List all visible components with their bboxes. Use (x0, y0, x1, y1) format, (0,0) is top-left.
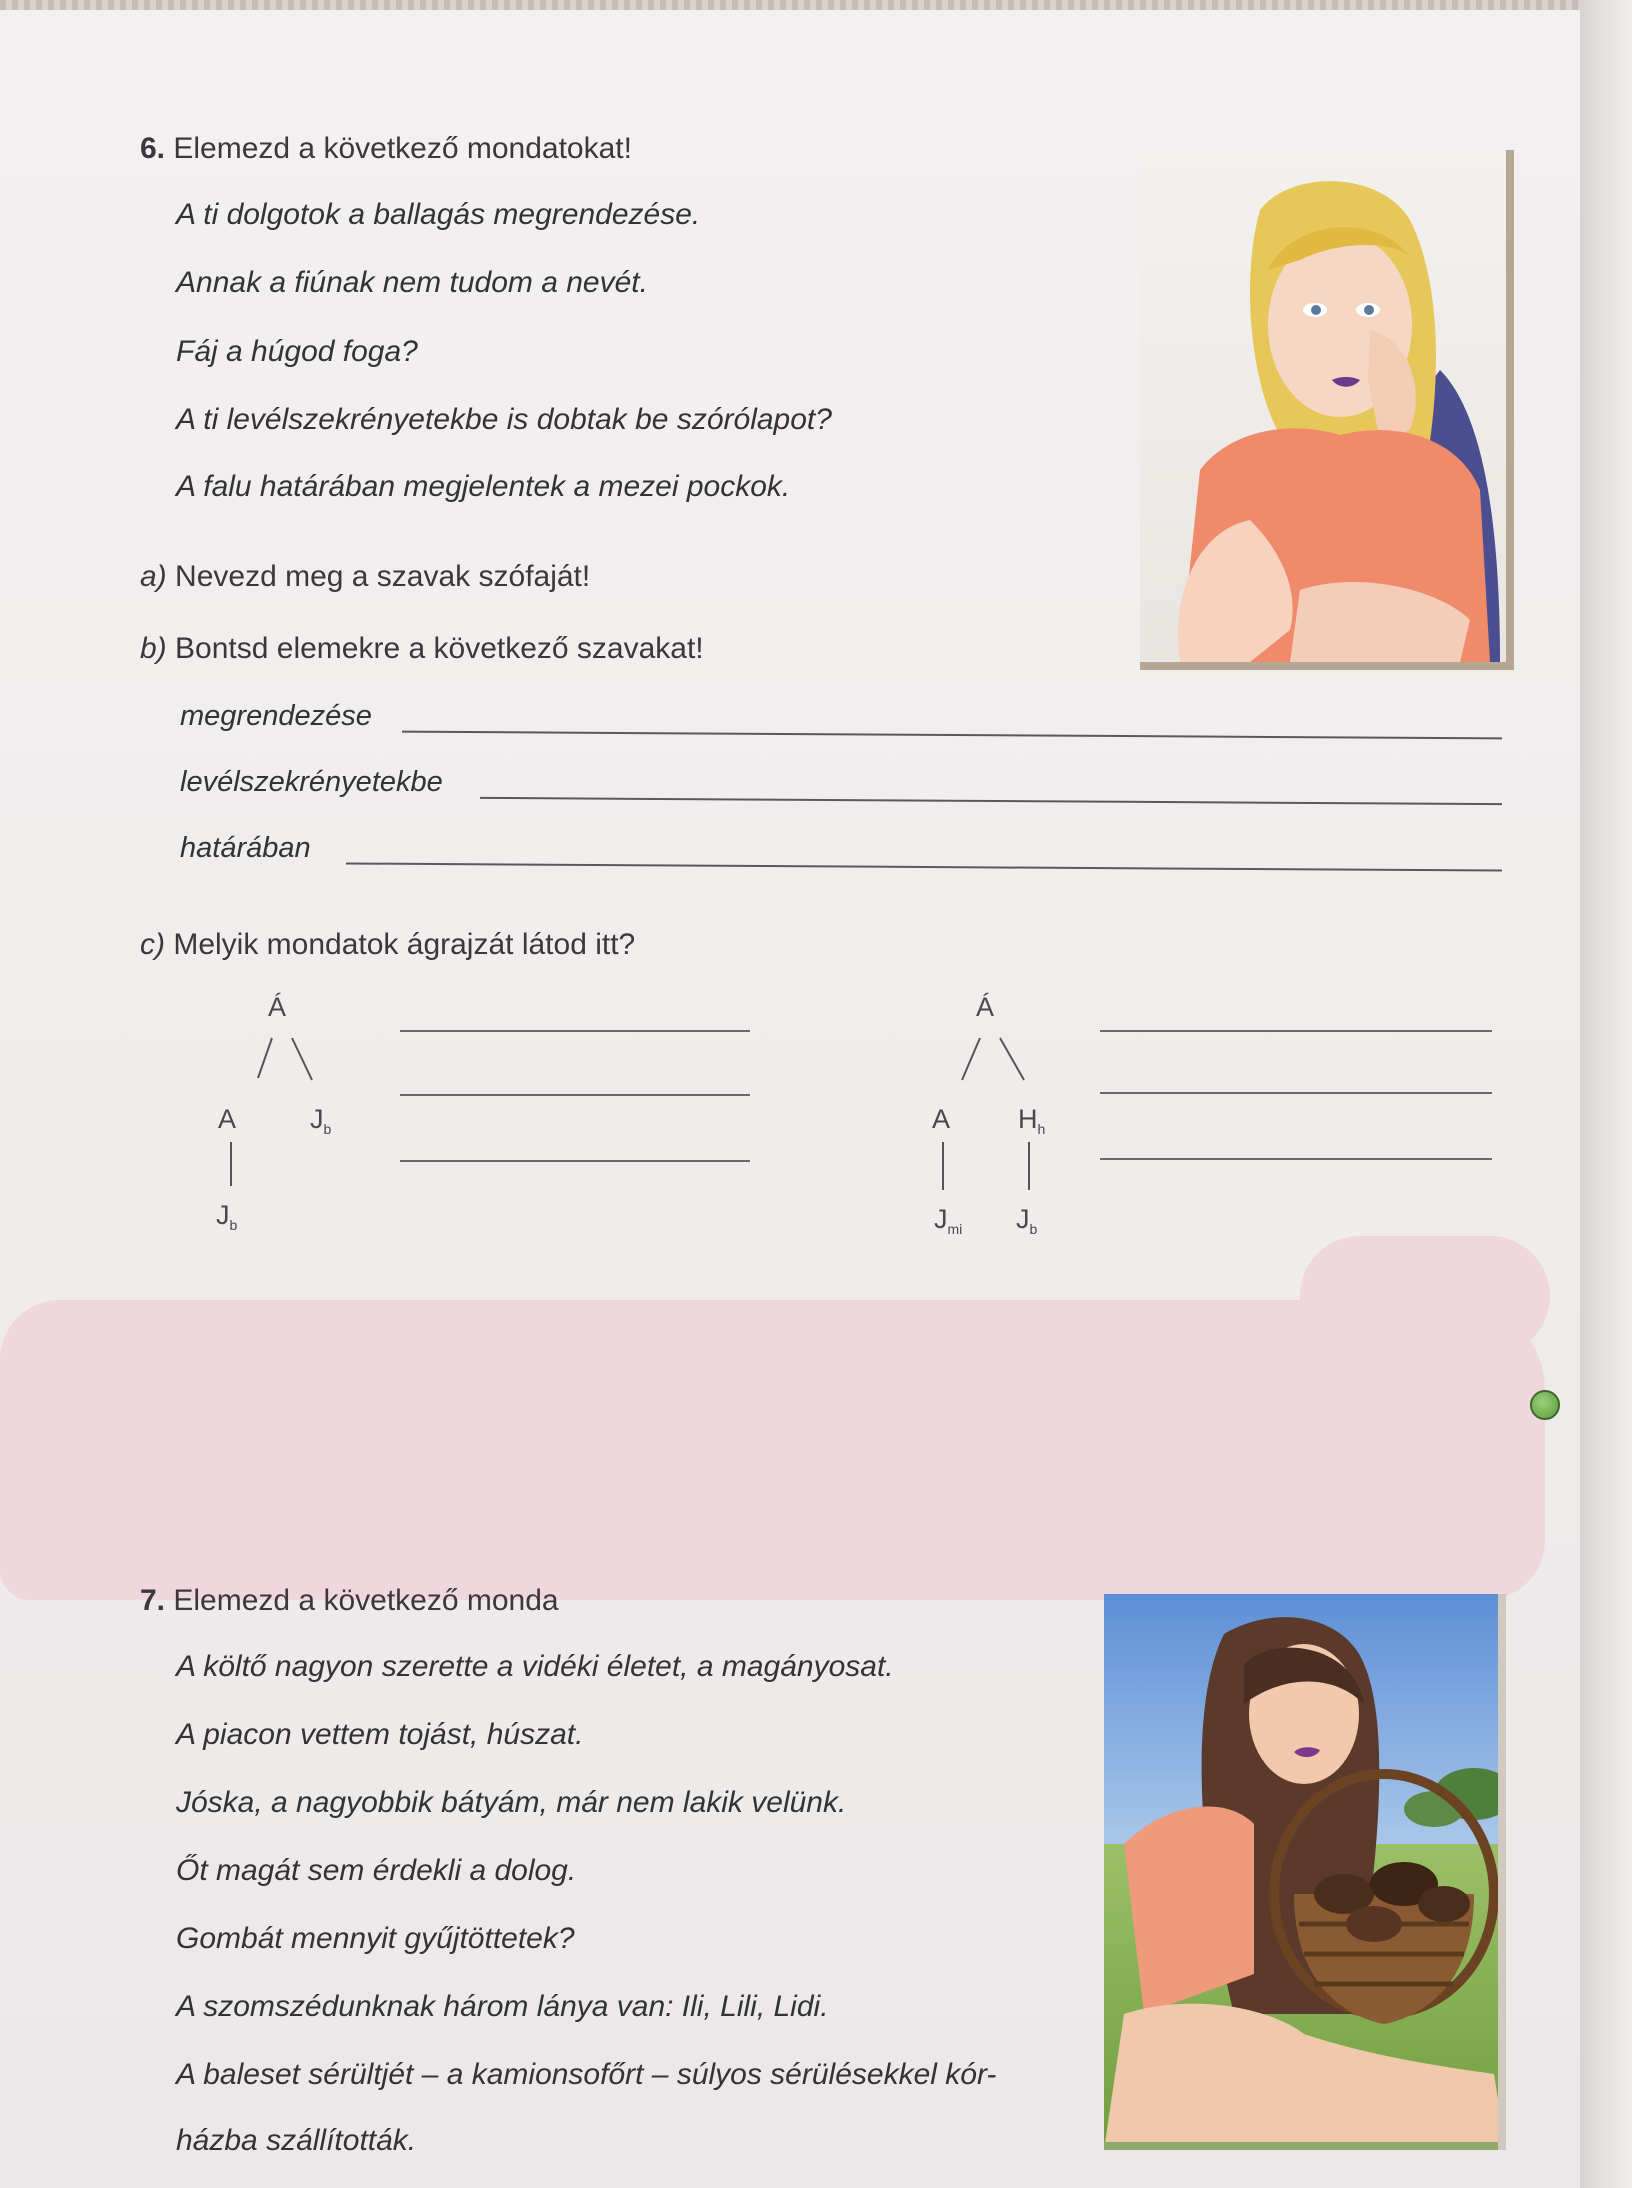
tree2-answer-line[interactable] (1100, 1158, 1492, 1160)
ex6-sentence: A ti levélszekrényetekbe is dobtak be szórólapot? (176, 403, 832, 436)
tree-branches (230, 1018, 340, 1088)
ex7-number: 7. (140, 1584, 166, 1617)
ex6-task-c (140, 928, 635, 962)
redaction-overlay (1300, 1236, 1550, 1356)
answer-line[interactable] (480, 797, 1502, 805)
tree-node-below-left-sub: mi (947, 1221, 963, 1237)
tree1-answer-line[interactable] (400, 1030, 750, 1032)
tree-node-right-sub: b (323, 1121, 332, 1137)
page-top-edge (0, 0, 1632, 10)
tree-node-below-right-letter: J (1016, 1204, 1030, 1234)
tree-node-below-right (1016, 1204, 1037, 1237)
task-a-text: Nevezd meg a szavak szófaját! (175, 560, 591, 593)
word-to-split: levélszekrényetekbe (180, 766, 443, 798)
tree-node-right (310, 1104, 331, 1137)
ex7-sentence: A költő nagyon szerette a vidéki életet, a magányosat. (176, 1650, 894, 1683)
ex7-sentence: Gombát mennyit gyűjtöttetek? (176, 1922, 575, 1955)
task-c-letter: c) (140, 928, 165, 961)
tree-node-root: Á (268, 992, 287, 1022)
tree-node-below (216, 1200, 237, 1233)
redaction-overlay (0, 1300, 1545, 1600)
page-right-edge (1580, 0, 1632, 2188)
ex6-task-b (140, 632, 704, 666)
tree-branch-vertical (938, 1140, 948, 1194)
task-b-text: Bontsd elemekre a következő szavakat! (175, 632, 704, 665)
ex7-sentence: Jóska, a nagyobbik bátyám, már nem lakik velünk. (176, 1786, 847, 1819)
tree-node-left: A (932, 1104, 951, 1134)
tree-node-below-letter: J (216, 1200, 230, 1230)
green-pin-icon (1530, 1390, 1560, 1420)
ex6-sentence: Annak a fiúnak nem tudom a nevét. (176, 266, 648, 299)
answer-line[interactable] (402, 731, 1502, 740)
tree-node-right-letter: H (1018, 1104, 1038, 1134)
ex7-sentence: Őt magát sem érdekli a dolog. (176, 1854, 577, 1887)
tree-node-below-left (934, 1204, 962, 1237)
task-a-letter: a) (140, 560, 167, 593)
task-b-letter: b) (140, 632, 167, 665)
tree1-answer-line[interactable] (400, 1094, 750, 1096)
tree-node-right-sub: h (1037, 1121, 1046, 1137)
ex7-heading-text: Elemezd a következő monda (173, 1584, 559, 1617)
ex6-sentence: A ti dolgotok a ballagás megrendezése. (176, 198, 701, 231)
tree-node-left: A (218, 1104, 237, 1134)
tree1-answer-line[interactable] (400, 1160, 750, 1162)
ex7-sentence: A szomszédunknak három lánya van: Ili, Lili, Lidi. (176, 1990, 829, 2023)
ex6-task-a (140, 560, 590, 594)
word-to-split: megrendezése (180, 700, 372, 732)
tree-node-right (1018, 1104, 1045, 1137)
tree-node-below-sub: b (229, 1217, 238, 1233)
tree-branch-vertical (226, 1140, 236, 1190)
word-to-split: határában (180, 832, 311, 864)
ex7-sentence: A baleset sérültjét – a kamionsofőrt – súlyos sérülésekkel kór- (176, 2058, 997, 2091)
ex6-sentence: A falu határában megjelentek a mezei pockok. (176, 470, 791, 503)
girl-toothache-illustration (1140, 150, 1514, 670)
tree-branches (940, 1018, 1050, 1088)
tree-node-below-right-sub: b (1029, 1221, 1038, 1237)
ex6-sentence: Fáj a húgod foga? (176, 335, 418, 368)
ex6-number: 6. (140, 132, 166, 165)
tree-branch-vertical (1024, 1140, 1034, 1194)
tree-node-root: Á (976, 992, 995, 1022)
tree2-answer-line[interactable] (1100, 1030, 1492, 1032)
ex7-heading (140, 1584, 559, 1618)
girl-basket-illustration (1104, 1594, 1506, 2150)
ex6-heading (140, 132, 632, 166)
ex7-sentence: házba szállították. (176, 2124, 417, 2157)
tree2-answer-line[interactable] (1100, 1092, 1492, 1094)
task-c-text: Melyik mondatok ágrajzát látod itt? (173, 928, 636, 961)
tree-node-below-left-letter: J (934, 1204, 948, 1234)
ex7-sentence: A piacon vettem tojást, húszat. (176, 1718, 584, 1751)
answer-line[interactable] (346, 862, 1502, 871)
ex6-heading-text: Elemezd a következő mondatokat! (173, 132, 632, 165)
tree-node-right-letter: J (310, 1104, 324, 1134)
